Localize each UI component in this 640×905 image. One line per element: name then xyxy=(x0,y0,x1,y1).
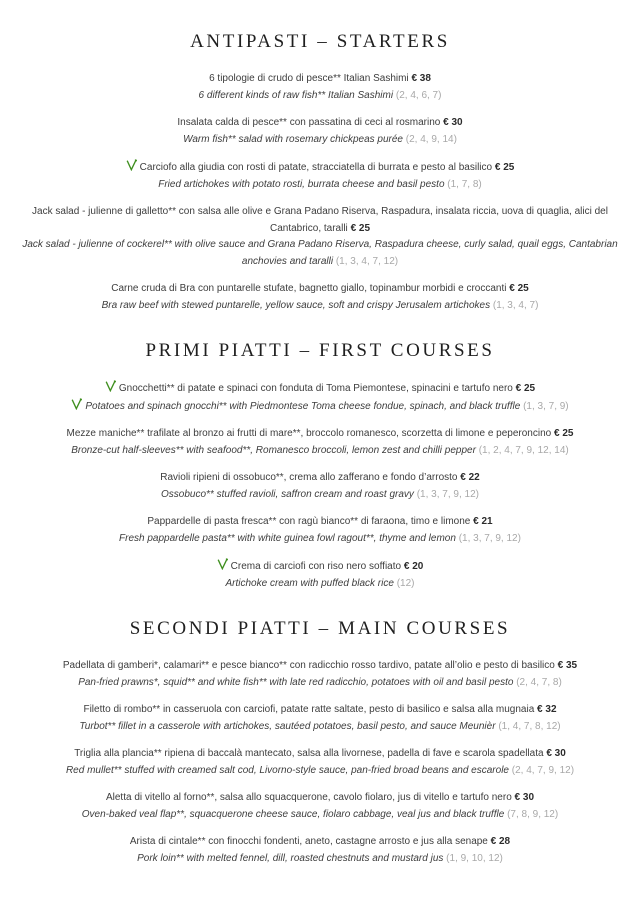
menu-item-arista-cintale xyxy=(18,834,622,867)
dish-price: € 25 xyxy=(515,383,536,394)
dish-translation-line xyxy=(18,398,622,416)
dish-price: € 28 xyxy=(490,836,511,847)
dish-price: € 30 xyxy=(546,748,566,759)
allergen-codes: (2, 4, 7, 8) xyxy=(516,676,562,688)
dish-name-line xyxy=(18,658,622,675)
dish-translation: Artichoke cream with puffed black rice xyxy=(225,577,394,589)
dish-name-line xyxy=(18,746,622,763)
dish-translation-line xyxy=(18,177,622,194)
vegetarian-icon xyxy=(126,159,137,171)
dish-translation: Bra raw beef with stewed puntarelle, yellow sauce, soft and crispy Jerusalem artichokes xyxy=(101,299,491,311)
dish-translation-line xyxy=(18,576,622,593)
dish-translation-line xyxy=(18,88,622,105)
section-primi-piatti xyxy=(18,339,622,592)
dish-translation-line xyxy=(18,487,622,504)
allergen-codes: (7, 8, 9, 12) xyxy=(507,808,559,820)
dish-price: € 25 xyxy=(494,162,515,173)
dish-name-line xyxy=(18,790,622,807)
dish-translation: Fried artichokes with potato rosti, burrata cheese and basil pesto xyxy=(158,178,445,190)
menu-item-crema-carciofi xyxy=(18,558,622,592)
dish-name-line xyxy=(18,514,622,531)
dish-translation-line xyxy=(18,675,622,692)
dish-translation-line xyxy=(18,719,622,736)
dish-name: Carne cruda di Bra con puntarelle stufate, bagnetto giallo, topinambur morbidi e croccanti xyxy=(111,283,507,294)
section-title-primi: PRIMI PIATTI – FIRST COURSES xyxy=(145,340,495,361)
dish-name-line xyxy=(18,426,622,443)
section-antipasti xyxy=(18,30,622,314)
allergen-codes: (1, 7, 8) xyxy=(447,178,482,190)
dish-translation-line xyxy=(18,851,622,868)
dish-translation-line xyxy=(18,763,622,780)
vegetarian-icon xyxy=(217,558,228,570)
menu-item-carciofo xyxy=(18,159,622,193)
allergen-codes: (1, 3, 4, 7, 12) xyxy=(335,255,399,267)
section-title-secondi: SECONDI PIATTI – MAIN COURSES xyxy=(129,618,511,639)
dish-name: Gnocchetti** di patate e spinaci con fonduta di Toma Piemontese, spinacini e tartufo nero xyxy=(118,383,513,394)
dish-name: Mezze maniche** trafilate al bronzo ai frutti di mare**, broccolo romanesco, scorzetta di limone e peperoncino xyxy=(66,428,552,439)
dish-name-line xyxy=(18,470,622,487)
vegetarian-icon xyxy=(105,380,116,392)
dish-translation-line xyxy=(18,807,622,824)
dish-price: € 30 xyxy=(443,117,463,128)
dish-name: Pappardelle di pasta fresca** con ragù bianco** di faraona, timo e limone xyxy=(147,516,471,527)
menu-item-aletta-vitello xyxy=(18,790,622,823)
menu-item-padellata xyxy=(18,658,622,691)
dish-translation: Bronze-cut half-sleeves** with seafood**, Romanesco broccoli, lemon zest and chilli pepper xyxy=(71,444,476,456)
dish-name: Carciofo alla giudia con rosti di patate, stracciatella di burrata e pesto al basilico xyxy=(139,162,493,173)
dish-translation: Ossobuco** stuffed ravioli, saffron cream and roast gravy xyxy=(161,488,414,500)
menu-item-filetto-rombo xyxy=(18,702,622,735)
menu-item-pappardelle xyxy=(18,514,622,547)
dish-name-line xyxy=(18,702,622,719)
dish-translation: Oven-baked veal flap**, squacquerone cheese sauce, fiolaro cabbage, veal jus and black truffle xyxy=(81,808,505,820)
dish-name-line xyxy=(18,159,622,177)
allergen-codes: (1, 4, 7, 8, 12) xyxy=(498,720,561,732)
dish-translation: Jack salad - julienne of cockerel** with olive sauce and Grana Padano Riserva, Raspadura cheese, curly salad, quail eggs, Cantabrian anchovies and taralli xyxy=(22,239,618,267)
allergen-codes: (2, 4, 7, 9, 12) xyxy=(511,764,575,776)
dish-translation-line xyxy=(18,132,622,149)
dish-name: Crema di carciofi con riso nero soffiato xyxy=(230,561,402,572)
dish-name: Padellata di gamberi*, calamari** e pesce bianco** con radicchio rosso tardivo, patate all’olio e pesto di basilico xyxy=(62,660,555,671)
allergen-codes: (12) xyxy=(396,577,415,589)
dish-price: € 25 xyxy=(509,283,529,294)
dish-name: Triglia alla plancia** ripiena di baccalà mantecato, salsa alla livornese, padella di fave e scarola spadellata xyxy=(74,748,544,759)
dish-name-line xyxy=(18,71,622,88)
dish-price: € 20 xyxy=(403,561,424,572)
dish-translation-line xyxy=(18,443,622,460)
allergen-codes: (1, 2, 4, 7, 9, 12, 14) xyxy=(478,444,569,456)
vegetarian-icon xyxy=(71,398,82,410)
dish-translation-line xyxy=(18,298,622,315)
allergen-codes: (2, 4, 6, 7) xyxy=(395,89,442,101)
dish-name-line xyxy=(18,281,622,298)
menu-item-sashimi xyxy=(18,71,622,104)
allergen-codes: (1, 3, 7, 9) xyxy=(523,400,569,412)
dish-name: 6 tipologie di crudo di pesce** Italian Sashimi xyxy=(209,73,409,84)
dish-price: € 21 xyxy=(473,516,493,527)
dish-name-line xyxy=(18,115,622,132)
section-title-antipasti: ANTIPASTI – STARTERS xyxy=(190,31,450,52)
dish-translation: Fresh pappardelle pasta** with white guinea fowl ragout**, thyme and lemon xyxy=(119,532,456,544)
menu-item-ravioli xyxy=(18,470,622,503)
dish-price: € 35 xyxy=(557,660,578,671)
section-secondi-piatti xyxy=(18,617,622,867)
dish-translation: Pan-fried prawns*, squid** and white fish** with late red radicchio, potatoes with oil and basil pesto xyxy=(78,676,514,688)
allergen-codes: (2, 4, 9, 14) xyxy=(405,133,457,145)
menu-item-insalata-calda xyxy=(18,115,622,148)
dish-price: € 32 xyxy=(537,704,557,715)
dish-name-line xyxy=(18,204,622,237)
allergen-codes: (1, 3, 7, 9, 12) xyxy=(458,532,521,544)
dish-name-line xyxy=(18,380,622,398)
menu-item-carne-cruda xyxy=(18,281,622,314)
dish-name: Arista di cintale** con finocchi fondenti, aneto, castagne arrosto e jus alla senape xyxy=(129,836,488,847)
menu-item-mezze-maniche xyxy=(18,426,622,459)
dish-name: Filetto di rombo** in casseruola con carciofi, patate ratte saltate, pesto di basilico e salsa alla mugnaia xyxy=(83,704,535,715)
dish-price: € 25 xyxy=(350,222,371,234)
dish-name-line xyxy=(18,558,622,576)
dish-name: Ravioli ripieni di ossobuco**, crema allo zafferano e fondo d’arrosto xyxy=(160,472,458,483)
dish-translation: Turbot** fillet in a casserole with artichokes, sautéed potatoes, basil pesto, and sauce Meunièr xyxy=(79,720,496,732)
allergen-codes: (1, 9, 10, 12) xyxy=(446,852,503,864)
menu-item-jack-salad xyxy=(18,204,622,270)
dish-name: Jack salad - julienne di galletto** con salsa alle olive e Grana Padano Riserva, Raspadura, insalata riccia, uova di quaglia, alici del Cantabrico, taralli xyxy=(32,206,608,234)
menu-item-triglia xyxy=(18,746,622,779)
dish-translation-line xyxy=(18,531,622,548)
dish-translation: Potatoes and spinach gnocchi** with Piedmontese Toma cheese fondue, spinach, and black truffle xyxy=(85,400,521,412)
menu-item-gnocchetti xyxy=(18,380,622,415)
allergen-codes: (1, 3, 4, 7) xyxy=(492,299,539,311)
dish-translation: 6 different kinds of raw fish** Italian Sashimi xyxy=(198,89,394,101)
dish-price: € 25 xyxy=(554,428,574,439)
dish-name-line xyxy=(18,834,622,851)
dish-price: € 38 xyxy=(411,73,431,84)
dish-name: Aletta di vitello al forno**, salsa allo squacquerone, cavolo fiolaro, jus di vitello e tartufo nero xyxy=(105,792,512,803)
dish-translation-line xyxy=(18,237,622,270)
dish-translation: Warm fish** salad with rosemary chickpeas purée xyxy=(183,133,403,145)
dish-translation: Pork loin** with melted fennel, dill, roasted chestnuts and mustard jus xyxy=(137,852,444,864)
dish-price: € 22 xyxy=(460,472,480,483)
dish-price: € 30 xyxy=(514,792,535,803)
allergen-codes: (1, 3, 7, 9, 12) xyxy=(416,488,479,500)
dish-translation: Red mullet** stuffed with creamed salt cod, Livorno-style sauce, pan-fried broad beans and escarole xyxy=(65,764,509,776)
dish-name: Insalata calda di pesce** con passatina di ceci al rosmarino xyxy=(177,117,441,128)
